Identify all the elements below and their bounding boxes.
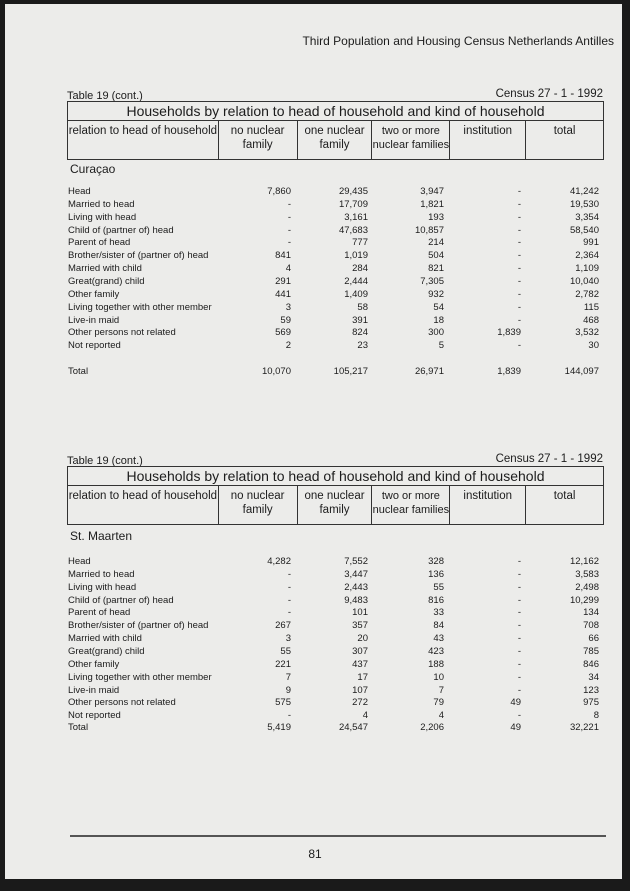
cell-value: 7 [438,685,444,696]
cell-value: 846 [583,659,599,670]
column-header-row [68,486,603,525]
cell-value: 708 [583,620,599,631]
cell-value: 115 [583,302,599,313]
column-header: one nuclear family [298,121,373,160]
cell-value: 26,971 [414,366,444,377]
cell-value: - [287,569,291,580]
table-row [0,276,630,289]
cell-value: 291 [275,276,291,287]
row-label: Other family [68,659,120,670]
cell-value: - [517,289,521,300]
census-date: Census 27 - 1 - 1992 [495,88,603,100]
page-number: 81 [308,847,322,861]
row-label: Great(grand) child [68,276,145,287]
table-row [0,672,630,685]
table-row [0,199,630,212]
table-row [0,289,630,302]
cell-value: 9,483 [344,595,368,606]
cell-value: - [517,685,521,696]
cell-value: 328 [428,556,444,567]
row-label: Other persons not related [68,327,176,338]
column-header: total [553,125,576,137]
cell-value: 66 [588,633,599,644]
cell-value: 357 [352,620,368,631]
cell-value: 7 [285,672,291,683]
cell-value: - [517,250,521,261]
column-header: one nuclear family [298,486,373,525]
column-header: no nuclear family [219,121,298,160]
cell-value: 7,552 [344,556,368,567]
cell-value: 107 [352,685,368,696]
cell-value: 2,498 [575,582,599,593]
cell-value: 12,162 [569,556,599,567]
cell-value: - [517,646,521,657]
table-title: Households by relation to head of household and kind of household [68,102,603,121]
cell-value: 504 [428,250,444,261]
cell-value: 2,782 [575,289,599,300]
row-label: Head [68,186,91,197]
cell-value: 79 [433,697,444,708]
row-label: Married with child [68,633,142,644]
cell-value: 221 [275,659,291,670]
cell-value: 34 [588,672,599,683]
table-row [0,327,630,340]
cell-value: 824 [352,327,368,338]
row-label: Brother/sister of (partner of) head [68,620,209,631]
table-row [0,659,630,672]
table-row [0,582,630,595]
cell-value: 5 [438,340,444,351]
cell-value: - [287,607,291,618]
row-label: Parent of head [68,607,131,618]
cell-value: 1,019 [344,250,368,261]
cell-value: 4 [438,710,444,721]
cell-value: 23 [357,340,368,351]
region-label: Curaçao [70,162,116,176]
cell-value: 47,683 [338,225,368,236]
column-header-row [68,121,603,160]
cell-value: 4 [285,263,291,274]
cell-value: 58,540 [569,225,599,236]
cell-value: 32,221 [569,722,599,733]
cell-value: - [287,225,291,236]
cell-value: 975 [583,697,599,708]
cell-value: - [517,595,521,606]
cell-value: 267 [275,620,291,631]
cell-value: 2 [285,340,291,351]
cell-value: 3,583 [575,569,599,580]
cell-value: - [517,556,521,567]
cell-value: 3,532 [575,327,599,338]
row-label: Other family [68,289,120,300]
cell-value: 777 [352,237,368,248]
cell-value: 2,444 [344,276,368,287]
table-row [0,569,630,582]
cell-value: 3,947 [420,186,444,197]
cell-value: 569 [275,327,291,338]
cell-value: 441 [275,289,291,300]
cell-value: 3,447 [344,569,368,580]
cell-value: 423 [428,646,444,657]
row-label: Not reported [68,340,121,351]
column-header: two or more nuclear families [372,486,450,525]
cell-value: 7,305 [420,276,444,287]
row-label: Living together with other member [68,302,212,313]
cell-value: - [287,199,291,210]
cell-value: 49 [510,722,521,733]
cell-value: 10 [433,672,444,683]
cell-value: 30 [588,340,599,351]
cell-value: 307 [352,646,368,657]
table-row [0,633,630,646]
cell-value: 18 [433,315,444,326]
row-label: Total [68,722,89,733]
column-header: total [553,490,576,502]
row-label: Child of (partner of) head [68,595,174,606]
cell-value: 3 [285,633,291,644]
table-row [0,237,630,250]
cell-value: 19,530 [569,199,599,210]
table-caption: Table 19 (cont.) [67,455,143,467]
table-row [0,302,630,315]
cell-value: 101 [352,607,368,618]
cell-value: 54 [433,302,444,313]
column-header: institution [450,486,526,525]
cell-value: 20 [357,633,368,644]
cell-value: 4 [362,710,368,721]
cell-value: - [517,340,521,351]
row-label: Live-in maid [68,685,120,696]
cell-value: 272 [352,697,368,708]
cell-value: 188 [428,659,444,670]
cell-value: 10,299 [569,595,599,606]
table-header-box [67,466,604,525]
table-row [0,697,630,710]
row-label: Head [68,556,91,567]
table-row [0,340,630,353]
cell-value: 214 [428,237,444,248]
cell-value: - [517,607,521,618]
cell-value: - [517,302,521,313]
cell-value: - [517,569,521,580]
row-label: Brother/sister of (partner of) head [68,250,209,261]
table-row [0,556,630,569]
row-label: Not reported [68,710,121,721]
region-label: St. Maarten [70,529,133,543]
cell-value: 9 [285,685,291,696]
cell-value: 58 [357,302,368,313]
cell-value: - [517,659,521,670]
cell-value: 7,860 [267,186,291,197]
cell-value: - [517,276,521,287]
cell-value: 300 [428,327,444,338]
cell-value: 841 [275,250,291,261]
cell-value: 1,839 [497,366,521,377]
cell-value: 10,040 [569,276,599,287]
cell-value: - [287,582,291,593]
cell-value: 105,217 [333,366,368,377]
row-label: Living together with other member [68,672,212,683]
cell-value: 1,821 [420,199,444,210]
column-header: relation to head of household [68,121,219,160]
cell-value: 575 [275,697,291,708]
cell-value: 10,857 [414,225,444,236]
cell-value: 1,839 [497,327,521,338]
cell-value: 991 [583,237,599,248]
cell-value: 8 [593,710,599,721]
cell-value: 932 [428,289,444,300]
cell-value: - [287,710,291,721]
column-header: two or more nuclear families [372,121,450,160]
cell-value: 41,242 [569,186,599,197]
total-row [0,722,630,735]
row-label: Parent of head [68,237,131,248]
cell-value: - [517,212,521,223]
cell-value: 49 [510,697,521,708]
cell-value: 2,364 [575,250,599,261]
table-row [0,646,630,659]
cell-value: 3,161 [344,212,368,223]
cell-value: - [517,620,521,631]
cell-value: 136 [428,569,444,580]
cell-value: 134 [583,607,599,618]
table-row [0,186,630,199]
cell-value: - [517,225,521,236]
column-header: institution [450,121,526,160]
row-label: Live-in maid [68,315,120,326]
table-caption: Table 19 (cont.) [67,90,143,102]
table-row [0,212,630,225]
row-label: Married to head [68,199,135,210]
cell-value: 5,419 [267,722,291,733]
cell-value: 821 [428,263,444,274]
cell-value: 144,097 [564,366,599,377]
cell-value: 43 [433,633,444,644]
cell-value: - [287,595,291,606]
row-label: Married to head [68,569,135,580]
cell-value: 10,070 [261,366,291,377]
cell-value: 29,435 [338,186,368,197]
cell-value: 284 [352,263,368,274]
row-label: Child of (partner of) head [68,225,174,236]
cell-value: - [517,582,521,593]
cell-value: 17,709 [338,199,368,210]
cell-value: 55 [280,646,291,657]
cell-value: - [517,186,521,197]
cell-value: 2,443 [344,582,368,593]
cell-value: 84 [433,620,444,631]
table-row [0,607,630,620]
cell-value: - [517,199,521,210]
cell-value: 3 [285,302,291,313]
table-title: Households by relation to head of household and kind of household [68,467,603,486]
table-header-box [67,101,604,160]
cell-value: 4,282 [267,556,291,567]
cell-value: 816 [428,595,444,606]
cell-value: - [517,633,521,644]
cell-value: - [517,710,521,721]
row-label: Married with child [68,263,142,274]
cell-value: 785 [583,646,599,657]
row-label: Living with head [68,582,137,593]
cell-value: 437 [352,659,368,670]
cell-value: 3,354 [575,212,599,223]
cell-value: - [287,212,291,223]
cell-value: 17 [357,672,368,683]
cell-value: 123 [583,685,599,696]
cell-value: - [517,263,521,274]
census-date: Census 27 - 1 - 1992 [495,453,603,465]
footer-rule [70,835,606,837]
cell-value: - [517,672,521,683]
cell-value: 193 [428,212,444,223]
table-row [0,263,630,276]
column-header: no nuclear family [219,486,298,525]
cell-value: 24,547 [338,722,368,733]
cell-value: - [287,237,291,248]
column-header: relation to head of household [68,486,219,525]
cell-value: 59 [280,315,291,326]
cell-value: - [517,315,521,326]
cell-value: 468 [583,315,599,326]
row-label: Other persons not related [68,697,176,708]
cell-value: 2,206 [420,722,444,733]
row-label: Living with head [68,212,137,223]
cell-value: 1,109 [575,263,599,274]
cell-value: - [517,237,521,248]
table-row [0,620,630,633]
cell-value: 391 [352,315,368,326]
table-row [0,250,630,263]
row-label: Great(grand) child [68,646,145,657]
cell-value: 55 [433,582,444,593]
row-label: Total [68,366,89,377]
cell-value: 33 [433,607,444,618]
running-head: Third Population and Housing Census Netherlands Antilles [302,34,614,48]
cell-value: 1,409 [344,289,368,300]
total-row [0,366,630,379]
